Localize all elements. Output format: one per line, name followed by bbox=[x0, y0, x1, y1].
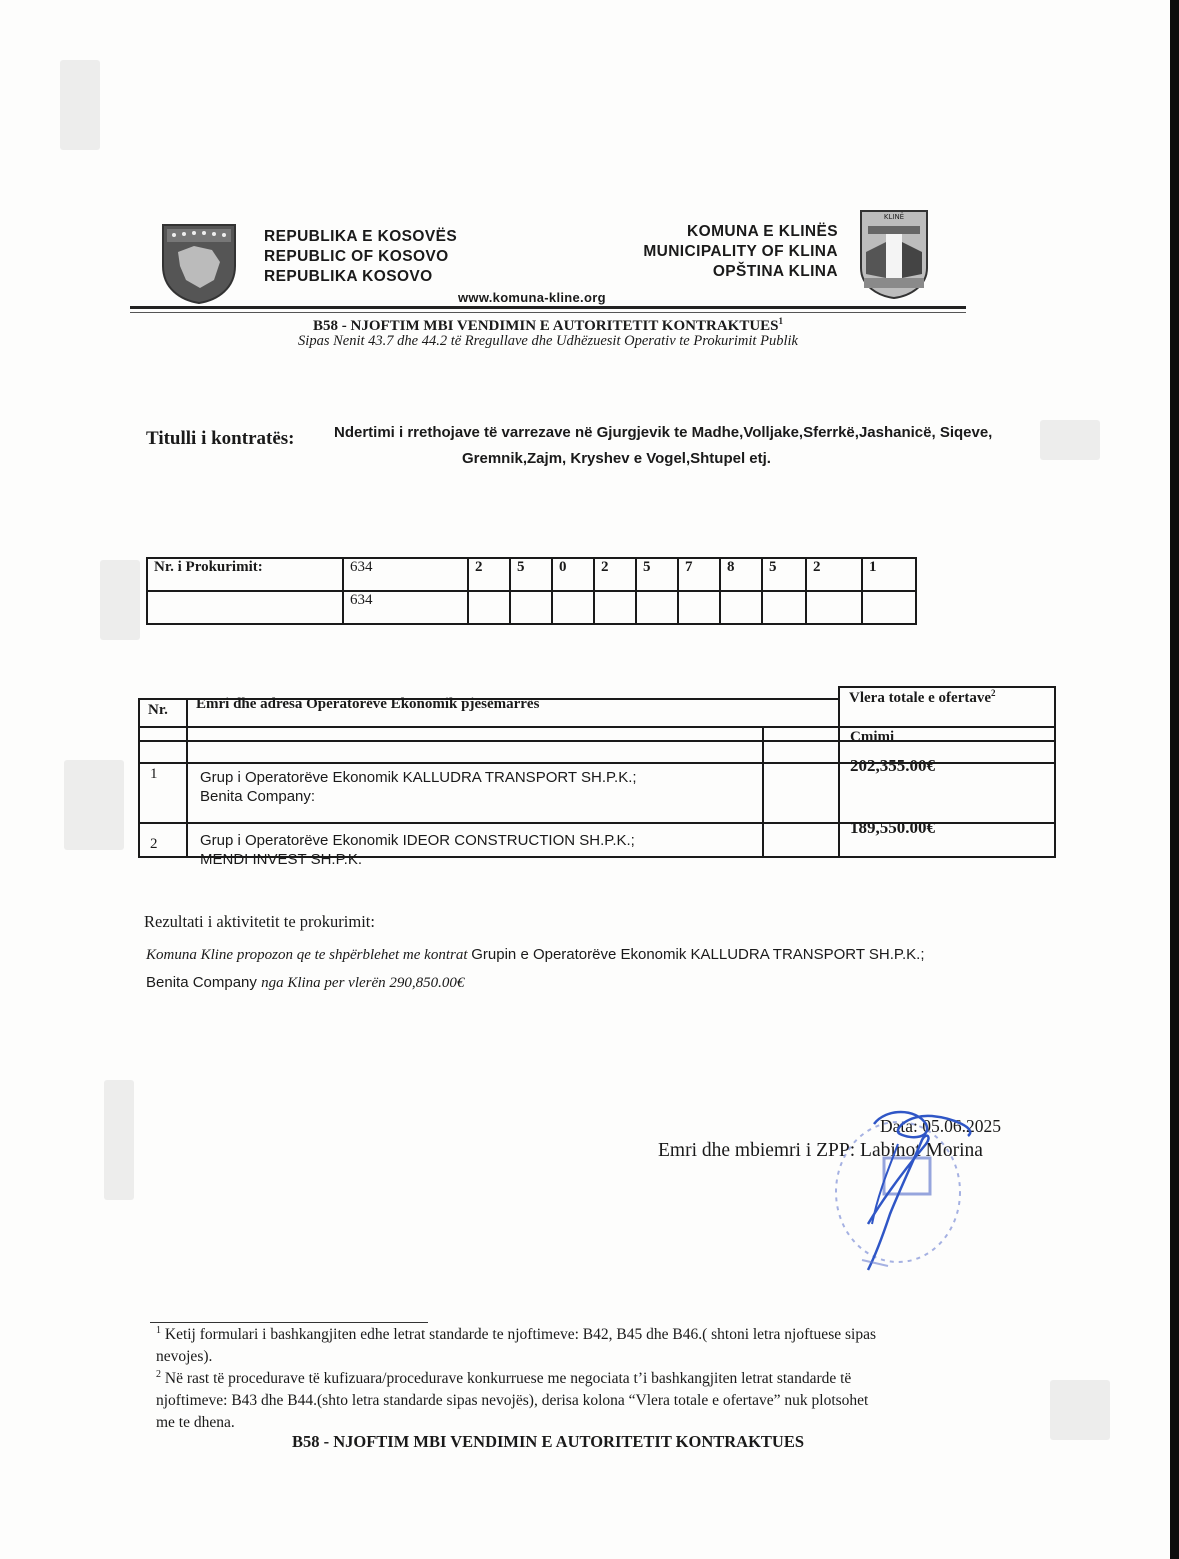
footnote-1 bbox=[156, 1320, 876, 1368]
footnote-line: nevojes). bbox=[156, 1348, 213, 1366]
signer-name: Emri dhe mbiemri i ZPP: Labinot Morina bbox=[658, 1140, 983, 1161]
form-title-text: B58 - NJOFTIM MBI VENDIMIN E AUTORITETIT KONTRAKTUES bbox=[313, 318, 779, 334]
procurement-empty-cell bbox=[510, 591, 552, 624]
result-text-line-1 bbox=[146, 946, 925, 964]
procurement-digit: 5 bbox=[510, 558, 552, 591]
offer-price: 202,355.00€ bbox=[850, 756, 935, 775]
municipality-names bbox=[600, 222, 838, 282]
country-name-serbian: REPUBLIKA KOSOVO bbox=[264, 268, 433, 285]
footnote-2 bbox=[156, 1364, 868, 1434]
scan-noise bbox=[100, 560, 140, 640]
result-label: Rezultati i aktivitetit te prokurimit: bbox=[144, 912, 375, 931]
column-header-total-value bbox=[849, 688, 996, 707]
procurement-code: 634 bbox=[343, 558, 468, 591]
form-title-footnote-mark: 1 bbox=[778, 316, 783, 326]
table-line bbox=[1054, 686, 1056, 858]
procurement-number-label: Nr. i Prokurimit: bbox=[147, 558, 343, 591]
operator-line: Grup i Operatorëve Ekonomik IDEOR CONSTRUCTION SH.P.K.; bbox=[200, 832, 635, 849]
scan-noise bbox=[64, 760, 124, 850]
contract-title-line-2: Gremnik,Zajm, Kryshev e Vogel,Shtupel etj. bbox=[462, 450, 771, 467]
column-header-price: Cmimi bbox=[850, 729, 895, 745]
procurement-digit: 8 bbox=[720, 558, 762, 591]
procurement-digit: 2 bbox=[806, 558, 862, 591]
table-line bbox=[138, 740, 1054, 742]
footnote-line: njoftimeve: B43 dhe B44.(shto letra standarde sipas nevojës), derisa kolona “Vlera totale e ofertave” nuk plotsohet bbox=[156, 1392, 869, 1410]
procurement-code: 634 bbox=[343, 591, 468, 624]
header-divider-thin bbox=[130, 312, 966, 313]
procurement-empty-cell bbox=[468, 591, 510, 624]
contract-title-label: Titulli i kontratës: bbox=[146, 428, 295, 449]
result-italic-text: Komuna Kline propozon qe te shpërblehet me kontrat bbox=[146, 947, 472, 963]
column-header-footnote-mark: 2 bbox=[991, 688, 996, 698]
signature-date: Data: 05.06.2025 bbox=[880, 1116, 1002, 1136]
table-line bbox=[762, 726, 764, 858]
klina-crest-icon bbox=[858, 208, 930, 300]
column-header-nr: Nr. bbox=[148, 702, 168, 718]
footnote-mark: 2 bbox=[156, 1369, 161, 1380]
row-number: 1 bbox=[150, 766, 158, 782]
operator-line: MENDI INVEST SH.P.K. bbox=[200, 851, 362, 868]
table-line bbox=[138, 726, 1054, 728]
procurement-empty-cell bbox=[720, 591, 762, 624]
procurement-empty-cell bbox=[762, 591, 806, 624]
footnote-line bbox=[156, 1320, 876, 1346]
column-header-operator: Emri dhe adresa Operatorëve Ekonomik pjesëmarrës bbox=[196, 696, 540, 712]
procurement-empty-cell bbox=[806, 591, 862, 624]
procurement-empty-cell bbox=[552, 591, 594, 624]
table-line bbox=[186, 698, 188, 858]
footnote-line bbox=[156, 1364, 868, 1390]
country-name-albanian: REPUBLIKA E KOSOVËS bbox=[264, 228, 458, 245]
scan-noise bbox=[1050, 1380, 1110, 1440]
scan-noise bbox=[60, 60, 100, 150]
footnote-line: me te dhena. bbox=[156, 1414, 235, 1432]
procurement-empty-cell bbox=[636, 591, 678, 624]
procurement-digit: 0 bbox=[552, 558, 594, 591]
country-name-english: REPUBLIC OF KOSOVO bbox=[264, 248, 449, 265]
kosovo-emblem-icon bbox=[160, 222, 238, 304]
municipality-name-albanian: KOMUNA E KLINËS bbox=[687, 223, 838, 240]
operator-line: Grup i Operatorëve Ekonomik KALLUDRA TRANSPORT SH.P.K.; bbox=[200, 769, 637, 786]
procurement-empty-cell bbox=[862, 591, 916, 624]
operator-name bbox=[200, 768, 637, 806]
scan-noise bbox=[1040, 420, 1100, 460]
procurement-digit: 5 bbox=[636, 558, 678, 591]
footer-title: B58 - NJOFTIM MBI VENDIMIN E AUTORITETIT KONTRAKTUES bbox=[291, 1432, 805, 1451]
table-line bbox=[138, 698, 140, 858]
procurement-digit: 2 bbox=[594, 558, 636, 591]
procurement-digit: 2 bbox=[468, 558, 510, 591]
result-plain-text: Benita Company bbox=[146, 974, 262, 991]
result-text-line-2 bbox=[146, 974, 464, 992]
form-subtitle: Sipas Nenit 43.7 dhe 44.2 të Rregullave dhe Udhëzuesit Operativ te Prokurimit Publik bbox=[298, 333, 798, 349]
procurement-digit: 7 bbox=[678, 558, 720, 591]
procurement-number-table bbox=[146, 557, 917, 625]
procurement-empty-cell bbox=[594, 591, 636, 624]
operator-line: Benita Company: bbox=[200, 788, 316, 805]
result-plain-text: Grupin e Operatorëve Ekonomik KALLUDRA TRANSPORT SH.P.K.; bbox=[471, 946, 925, 963]
scan-noise bbox=[104, 1080, 134, 1200]
procurement-number-row bbox=[147, 558, 916, 591]
offer-price: 189,550.00€ bbox=[850, 818, 935, 837]
footnote-text: Në rast të procedurave të kufizuara/procedurave konkurruese me negociata t’i bashkangjiten letrat standarde të bbox=[161, 1370, 852, 1388]
contract-title-line-1: Ndertimi i rrethojave të varrezave në Gjurgjevik te Madhe,Volljake,Sferrkë,Jashanicë, Siqeve, bbox=[334, 424, 993, 441]
procurement-digit: 1 bbox=[862, 558, 916, 591]
municipality-website: www.komuna-kline.org bbox=[458, 290, 606, 305]
footnote-mark: 1 bbox=[156, 1325, 161, 1336]
scan-edge bbox=[1170, 0, 1179, 1559]
header-divider bbox=[130, 306, 966, 309]
municipality-name-english: MUNICIPALITY OF KLINA bbox=[643, 243, 838, 260]
svg-text:KLINË: KLINË bbox=[883, 213, 905, 221]
procurement-digit: 5 bbox=[762, 558, 806, 591]
procurement-empty-cell bbox=[678, 591, 720, 624]
signature-stamp-icon bbox=[828, 1074, 988, 1284]
procurement-empty-cell bbox=[147, 591, 343, 624]
procurement-number-row bbox=[147, 591, 916, 624]
column-header-total-value-text: Vlera totale e ofertave bbox=[849, 690, 992, 706]
result-italic-text: nga Klina per vlerën 290,850.00€ bbox=[261, 975, 465, 991]
municipality-name-serbian: OPŠTINA KLINA bbox=[712, 263, 838, 280]
table-line bbox=[838, 686, 840, 858]
operators-table bbox=[138, 686, 1056, 868]
row-number: 2 bbox=[150, 836, 158, 852]
operator-name bbox=[200, 831, 635, 869]
footnote-text: Ketij formulari i bashkangjiten edhe letrat standarde te njoftimeve: B42, B45 dhe B46.( shtoni letra njoftuese sipas bbox=[161, 1326, 876, 1344]
country-names bbox=[264, 227, 457, 287]
